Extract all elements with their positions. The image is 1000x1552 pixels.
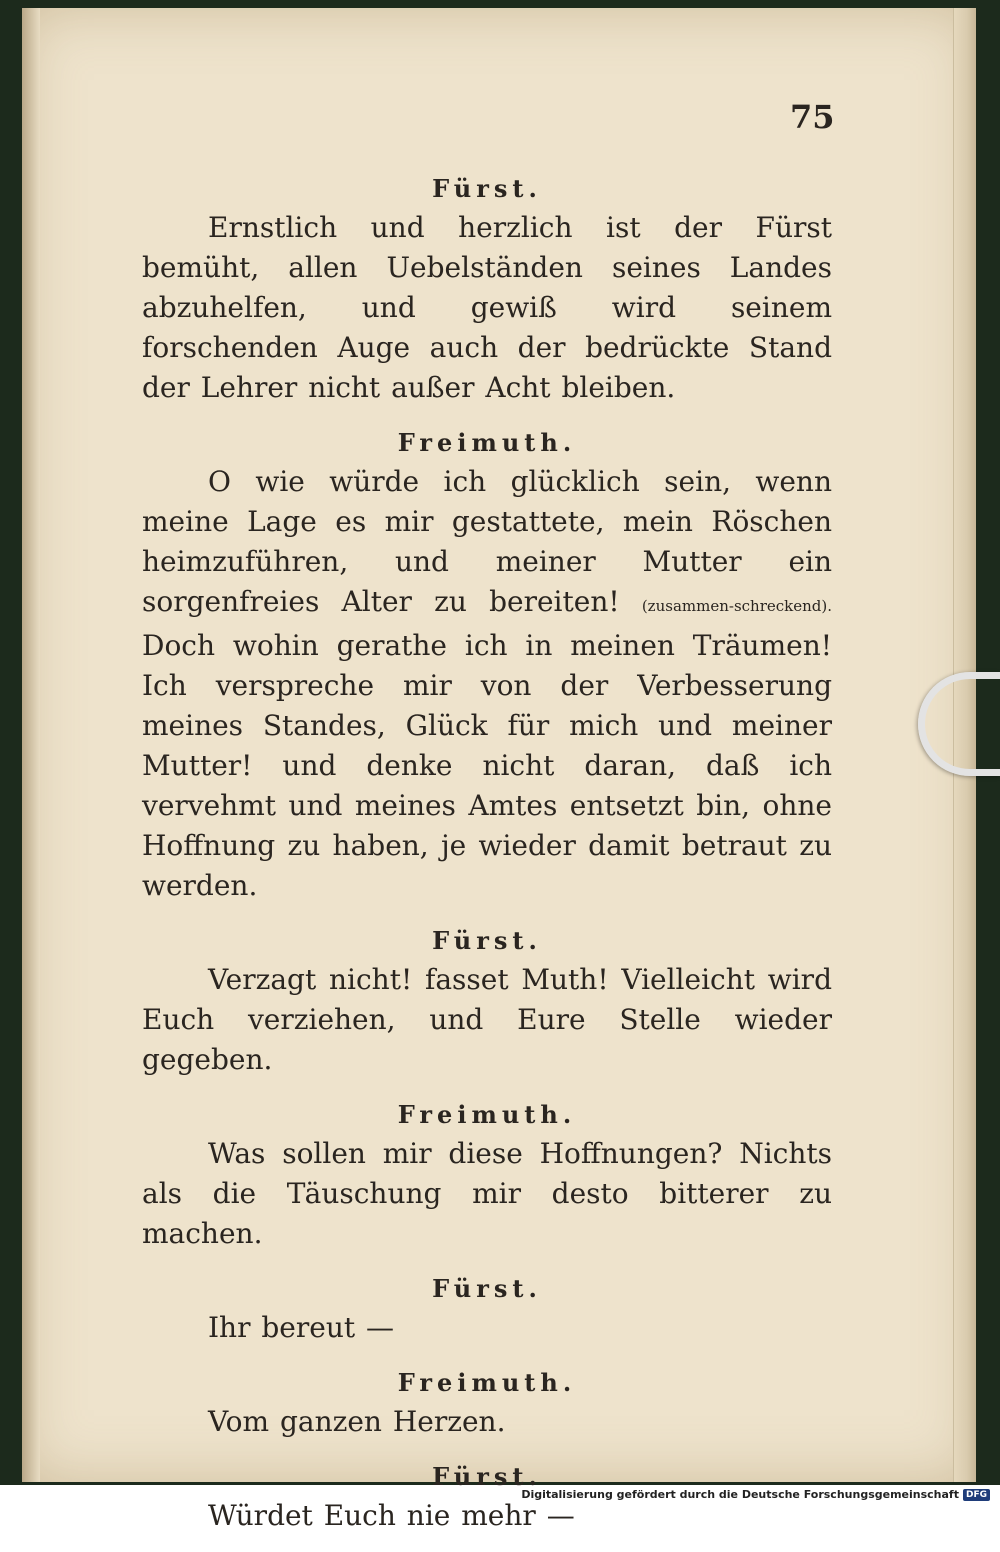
page-text [142, 170, 832, 1552]
speaker-heading: Freimuth. [397, 1368, 577, 1397]
dfg-logo: DFG [963, 1489, 990, 1501]
dialogue-paragraph: Ihr bereut — [208, 1311, 395, 1344]
dialogue-text: O wie würde ich glücklich sein, wenn meine Lage es mir gestattete, mein Röschen heimzuführen, und meiner Mutter ein sorgenfreies Alter zu bereiten! [142, 465, 832, 618]
digitization-credit [521, 1486, 990, 1503]
dialogue-paragraph: Verzagt nicht! fasset Muth! Vielleicht wird Euch verziehen, und Eure Stelle wieder gegeben. [142, 963, 832, 1076]
dialogue-paragraph: Vom ganzen Herzen. [208, 1405, 506, 1438]
dialogue-paragraph [142, 462, 832, 906]
stage-direction: (zusammen-schreckend). [641, 597, 832, 615]
dialogue-paragraph: Würdet Euch nie mehr — [208, 1499, 575, 1532]
dialogue-paragraph: Ernstlich und herzlich ist der Fürst bemüht, allen Uebelständen seines Landes abzuhelfen, und gewiß wird seinem forschenden Auge auch der bedrückte Stand der Lehrer nicht außer Acht bleiben. [142, 211, 832, 404]
page-number: 75 [790, 98, 835, 136]
speaker-heading: Fürst. [432, 1462, 542, 1491]
speaker-heading: Fürst. [432, 174, 542, 203]
speaker-heading: Freimuth. [397, 1100, 577, 1129]
dialogue-paragraph: Was sollen mir diese Hoffnungen? Nichts als die Täuschung mir desto bitterer zu machen. [142, 1137, 832, 1250]
credit-text: Digitalisierung gefördert durch die Deutsche Forschungsgemeinschaft [521, 1488, 959, 1501]
dialogue-text: Doch wohin gerathe ich in meinen Träumen! Ich verspreche mir von der Verbesserung meines Standes, Glück für mich und meiner Mutter! und denke nicht daran, daß ich vervehmt und meines Amtes entsetzt bin, ohne Hoffnung zu haben, je wieder damit betraut zu werden. [142, 629, 832, 902]
speaker-heading: Freimuth. [397, 428, 577, 457]
page-gutter [22, 8, 40, 1482]
speaker-heading: Fürst. [432, 1274, 542, 1303]
speaker-heading: Fürst. [432, 926, 542, 955]
